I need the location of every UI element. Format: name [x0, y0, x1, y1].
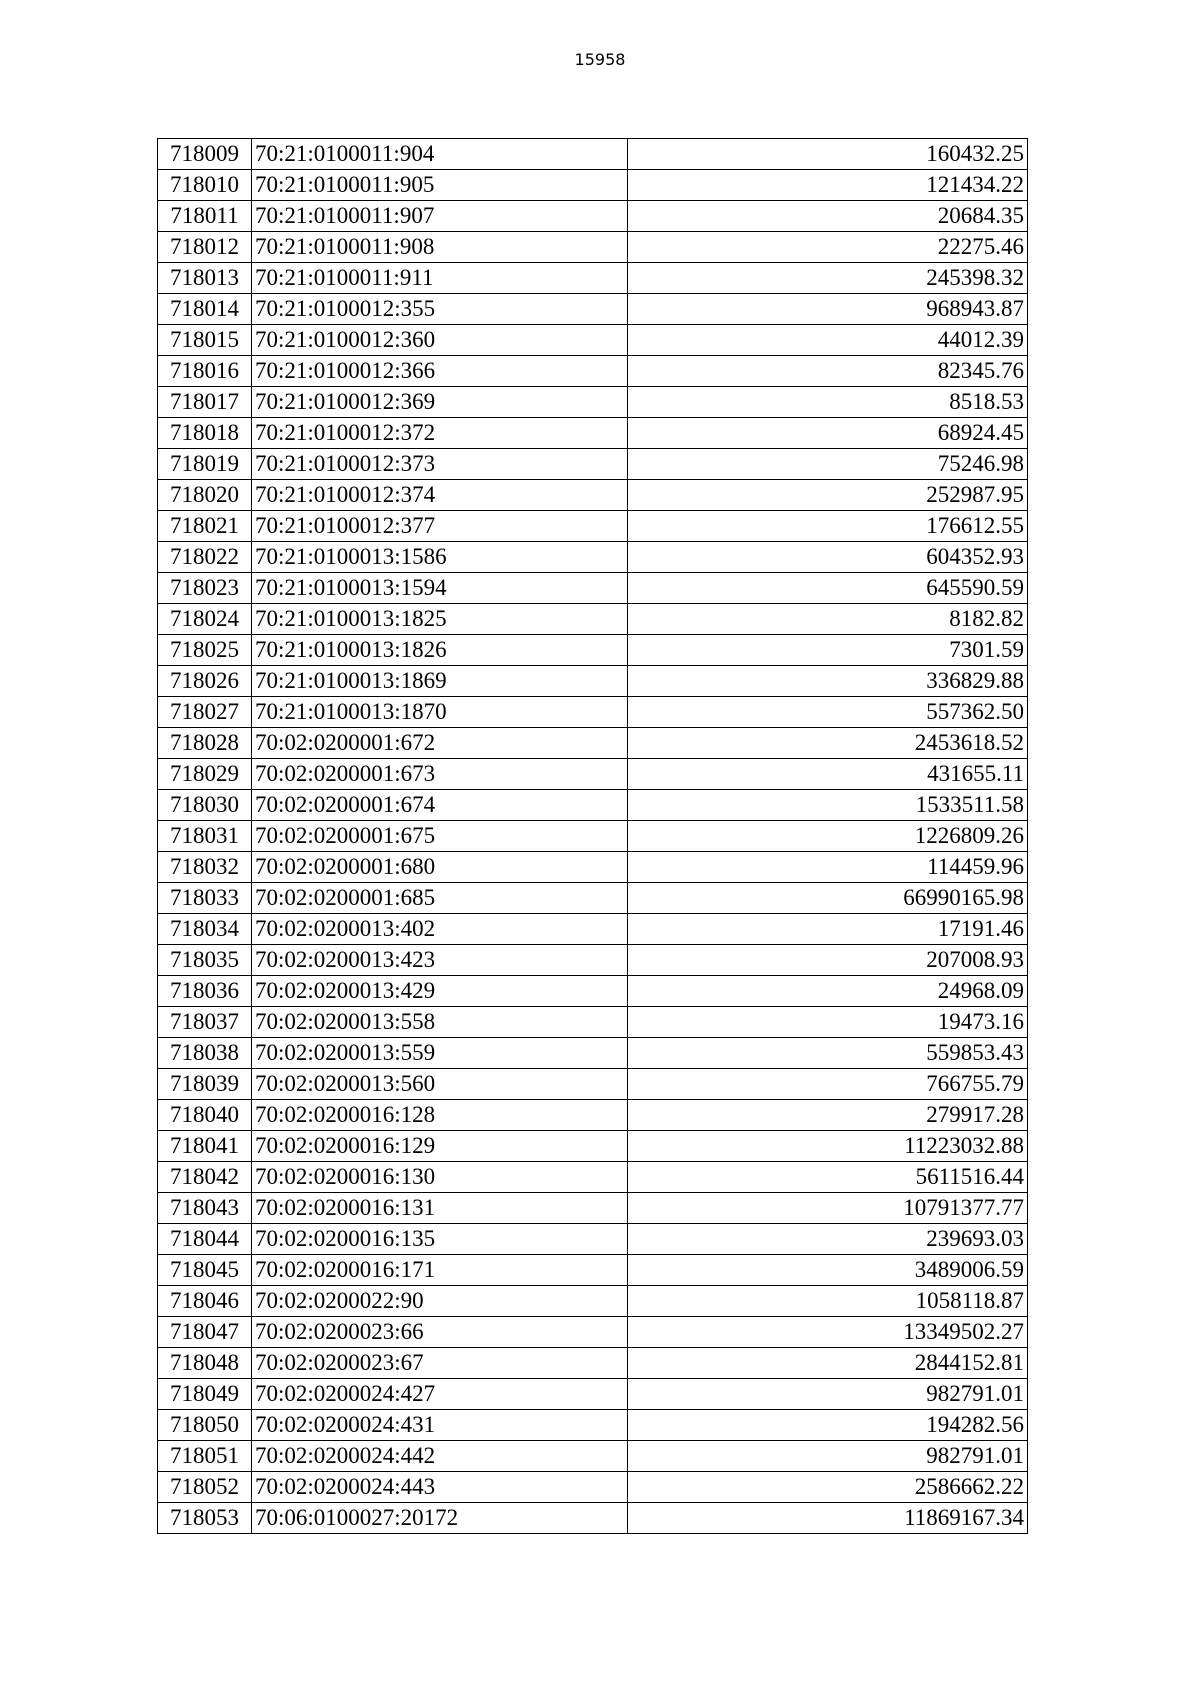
cadastral-number-cell: 70:21:0100012:372 — [252, 418, 628, 449]
value-cell: 1058118.87 — [628, 1286, 1028, 1317]
table-row — [158, 1286, 1028, 1317]
cadastral-number-cell: 70:02:0200001:673 — [252, 759, 628, 790]
table-row — [158, 759, 1028, 790]
table-row — [158, 542, 1028, 573]
cadastral-number-cell: 70:02:0200023:67 — [252, 1348, 628, 1379]
row-number-cell: 718026 — [158, 666, 252, 697]
value-cell: 766755.79 — [628, 1069, 1028, 1100]
cadastral-number-cell: 70:02:0200001:674 — [252, 790, 628, 821]
table-row — [158, 914, 1028, 945]
value-cell: 17191.46 — [628, 914, 1028, 945]
cadastral-number-cell: 70:21:0100012:360 — [252, 325, 628, 356]
value-cell: 8182.82 — [628, 604, 1028, 635]
table-row — [158, 1379, 1028, 1410]
value-cell: 1533511.58 — [628, 790, 1028, 821]
value-cell: 604352.93 — [628, 542, 1028, 573]
value-cell: 121434.22 — [628, 170, 1028, 201]
table-row — [158, 356, 1028, 387]
value-cell: 245398.32 — [628, 263, 1028, 294]
cadastral-number-cell: 70:21:0100013:1825 — [252, 604, 628, 635]
value-cell: 24968.09 — [628, 976, 1028, 1007]
table-row — [158, 449, 1028, 480]
cadastral-number-cell: 70:02:0200013:423 — [252, 945, 628, 976]
cadastral-number-cell: 70:02:0200016:131 — [252, 1193, 628, 1224]
row-number-cell: 718033 — [158, 883, 252, 914]
value-cell: 75246.98 — [628, 449, 1028, 480]
row-number-cell: 718040 — [158, 1100, 252, 1131]
value-cell: 160432.25 — [628, 139, 1028, 170]
value-cell: 1226809.26 — [628, 821, 1028, 852]
row-number-cell: 718025 — [158, 635, 252, 666]
value-cell: 2453618.52 — [628, 728, 1028, 759]
table-row — [158, 1162, 1028, 1193]
value-cell: 5611516.44 — [628, 1162, 1028, 1193]
table-row — [158, 1472, 1028, 1503]
cadastral-number-cell: 70:02:0200023:66 — [252, 1317, 628, 1348]
value-cell: 968943.87 — [628, 294, 1028, 325]
value-cell: 559853.43 — [628, 1038, 1028, 1069]
cadastral-number-cell: 70:21:0100013:1826 — [252, 635, 628, 666]
table-row — [158, 139, 1028, 170]
value-cell: 645590.59 — [628, 573, 1028, 604]
value-cell: 3489006.59 — [628, 1255, 1028, 1286]
cadastral-number-cell: 70:02:0200013:429 — [252, 976, 628, 1007]
table-row — [158, 1255, 1028, 1286]
table-row — [158, 883, 1028, 914]
row-number-cell: 718053 — [158, 1503, 252, 1534]
table-row — [158, 232, 1028, 263]
row-number-cell: 718050 — [158, 1410, 252, 1441]
row-number-cell: 718020 — [158, 480, 252, 511]
row-number-cell: 718036 — [158, 976, 252, 1007]
value-cell: 13349502.27 — [628, 1317, 1028, 1348]
row-number-cell: 718049 — [158, 1379, 252, 1410]
table-row — [158, 201, 1028, 232]
cadastral-number-cell: 70:21:0100013:1586 — [252, 542, 628, 573]
table-row — [158, 945, 1028, 976]
table-row — [158, 1069, 1028, 1100]
value-cell: 66990165.98 — [628, 883, 1028, 914]
row-number-cell: 718043 — [158, 1193, 252, 1224]
table-row — [158, 573, 1028, 604]
row-number-cell: 718013 — [158, 263, 252, 294]
value-cell: 431655.11 — [628, 759, 1028, 790]
table-row — [158, 976, 1028, 1007]
row-number-cell: 718019 — [158, 449, 252, 480]
value-cell: 11223032.88 — [628, 1131, 1028, 1162]
table-row — [158, 1348, 1028, 1379]
cadastral-value-table — [157, 138, 1028, 1534]
cadastral-number-cell: 70:02:0200013:560 — [252, 1069, 628, 1100]
row-number-cell: 718029 — [158, 759, 252, 790]
table-row — [158, 1193, 1028, 1224]
row-number-cell: 718016 — [158, 356, 252, 387]
value-cell: 557362.50 — [628, 697, 1028, 728]
value-cell: 114459.96 — [628, 852, 1028, 883]
row-number-cell: 718032 — [158, 852, 252, 883]
value-cell: 176612.55 — [628, 511, 1028, 542]
row-number-cell: 718030 — [158, 790, 252, 821]
cadastral-number-cell: 70:21:0100012:377 — [252, 511, 628, 542]
cadastral-number-cell: 70:21:0100011:905 — [252, 170, 628, 201]
table-row — [158, 1131, 1028, 1162]
table-body — [158, 139, 1028, 1534]
table-row — [158, 852, 1028, 883]
row-number-cell: 718047 — [158, 1317, 252, 1348]
table-row — [158, 1441, 1028, 1472]
row-number-cell: 718051 — [158, 1441, 252, 1472]
cadastral-number-cell: 70:21:0100011:904 — [252, 139, 628, 170]
table-row — [158, 728, 1028, 759]
cadastral-number-cell: 70:21:0100012:366 — [252, 356, 628, 387]
row-number-cell: 718021 — [158, 511, 252, 542]
table-row — [158, 1410, 1028, 1441]
value-cell: 336829.88 — [628, 666, 1028, 697]
value-cell: 82345.76 — [628, 356, 1028, 387]
table-row — [158, 294, 1028, 325]
value-cell: 20684.35 — [628, 201, 1028, 232]
row-number-cell: 718017 — [158, 387, 252, 418]
row-number-cell: 718042 — [158, 1162, 252, 1193]
cadastral-number-cell: 70:02:0200024:442 — [252, 1441, 628, 1472]
row-number-cell: 718037 — [158, 1007, 252, 1038]
row-number-cell: 718023 — [158, 573, 252, 604]
row-number-cell: 718024 — [158, 604, 252, 635]
cadastral-number-cell: 70:21:0100011:907 — [252, 201, 628, 232]
table-row — [158, 170, 1028, 201]
value-cell: 982791.01 — [628, 1441, 1028, 1472]
row-number-cell: 718041 — [158, 1131, 252, 1162]
value-cell: 239693.03 — [628, 1224, 1028, 1255]
cadastral-number-cell: 70:02:0200001:685 — [252, 883, 628, 914]
row-number-cell: 718031 — [158, 821, 252, 852]
cadastral-number-cell: 70:02:0200016:171 — [252, 1255, 628, 1286]
cadastral-number-cell: 70:02:0200016:129 — [252, 1131, 628, 1162]
value-cell: 2844152.81 — [628, 1348, 1028, 1379]
table-row — [158, 511, 1028, 542]
table-row — [158, 1317, 1028, 1348]
value-cell: 11869167.34 — [628, 1503, 1028, 1534]
table-row — [158, 666, 1028, 697]
table-row — [158, 263, 1028, 294]
value-cell: 2586662.22 — [628, 1472, 1028, 1503]
table-row — [158, 1038, 1028, 1069]
value-cell: 8518.53 — [628, 387, 1028, 418]
table-row — [158, 1224, 1028, 1255]
value-cell: 7301.59 — [628, 635, 1028, 666]
table-row — [158, 697, 1028, 728]
row-number-cell: 718015 — [158, 325, 252, 356]
value-cell: 22275.46 — [628, 232, 1028, 263]
value-cell: 10791377.77 — [628, 1193, 1028, 1224]
cadastral-number-cell: 70:21:0100013:1870 — [252, 697, 628, 728]
cadastral-number-cell: 70:02:0200016:130 — [252, 1162, 628, 1193]
cadastral-number-cell: 70:21:0100012:369 — [252, 387, 628, 418]
row-number-cell: 718010 — [158, 170, 252, 201]
value-cell: 279917.28 — [628, 1100, 1028, 1131]
row-number-cell: 718044 — [158, 1224, 252, 1255]
table-row — [158, 790, 1028, 821]
row-number-cell: 718027 — [158, 697, 252, 728]
table-row — [158, 387, 1028, 418]
row-number-cell: 718028 — [158, 728, 252, 759]
cadastral-number-cell: 70:21:0100011:911 — [252, 263, 628, 294]
cadastral-number-cell: 70:02:0200001:680 — [252, 852, 628, 883]
cadastral-number-cell: 70:21:0100012:374 — [252, 480, 628, 511]
table-row — [158, 635, 1028, 666]
cadastral-number-cell: 70:21:0100013:1594 — [252, 573, 628, 604]
cadastral-number-cell: 70:21:0100011:908 — [252, 232, 628, 263]
cadastral-number-cell: 70:21:0100012:355 — [252, 294, 628, 325]
table-row — [158, 325, 1028, 356]
table-row — [158, 1007, 1028, 1038]
value-cell: 252987.95 — [628, 480, 1028, 511]
cadastral-number-cell: 70:02:0200001:675 — [252, 821, 628, 852]
table-row — [158, 604, 1028, 635]
cadastral-number-cell: 70:06:0100027:20172 — [252, 1503, 628, 1534]
cadastral-number-cell: 70:02:0200016:128 — [252, 1100, 628, 1131]
value-cell: 194282.56 — [628, 1410, 1028, 1441]
cadastral-number-cell: 70:02:0200022:90 — [252, 1286, 628, 1317]
row-number-cell: 718052 — [158, 1472, 252, 1503]
page-number: 15958 — [574, 50, 626, 69]
row-number-cell: 718039 — [158, 1069, 252, 1100]
row-number-cell: 718009 — [158, 139, 252, 170]
cadastral-number-cell: 70:02:0200013:558 — [252, 1007, 628, 1038]
table-row — [158, 1503, 1028, 1534]
value-cell: 19473.16 — [628, 1007, 1028, 1038]
table-row — [158, 480, 1028, 511]
value-cell: 68924.45 — [628, 418, 1028, 449]
row-number-cell: 718048 — [158, 1348, 252, 1379]
row-number-cell: 718012 — [158, 232, 252, 263]
table-row — [158, 1100, 1028, 1131]
row-number-cell: 718014 — [158, 294, 252, 325]
value-cell: 982791.01 — [628, 1379, 1028, 1410]
cadastral-number-cell: 70:02:0200013:559 — [252, 1038, 628, 1069]
cadastral-number-cell: 70:02:0200024:431 — [252, 1410, 628, 1441]
cadastral-number-cell: 70:02:0200013:402 — [252, 914, 628, 945]
row-number-cell: 718045 — [158, 1255, 252, 1286]
row-number-cell: 718018 — [158, 418, 252, 449]
cadastral-number-cell: 70:02:0200024:443 — [252, 1472, 628, 1503]
row-number-cell: 718035 — [158, 945, 252, 976]
row-number-cell: 718038 — [158, 1038, 252, 1069]
cadastral-number-cell: 70:21:0100013:1869 — [252, 666, 628, 697]
cadastral-number-cell: 70:02:0200001:672 — [252, 728, 628, 759]
row-number-cell: 718011 — [158, 201, 252, 232]
cadastral-number-cell: 70:02:0200024:427 — [252, 1379, 628, 1410]
row-number-cell: 718022 — [158, 542, 252, 573]
cadastral-number-cell: 70:21:0100012:373 — [252, 449, 628, 480]
row-number-cell: 718046 — [158, 1286, 252, 1317]
table-row — [158, 418, 1028, 449]
cadastral-number-cell: 70:02:0200016:135 — [252, 1224, 628, 1255]
value-cell: 207008.93 — [628, 945, 1028, 976]
value-cell: 44012.39 — [628, 325, 1028, 356]
table-row — [158, 821, 1028, 852]
row-number-cell: 718034 — [158, 914, 252, 945]
